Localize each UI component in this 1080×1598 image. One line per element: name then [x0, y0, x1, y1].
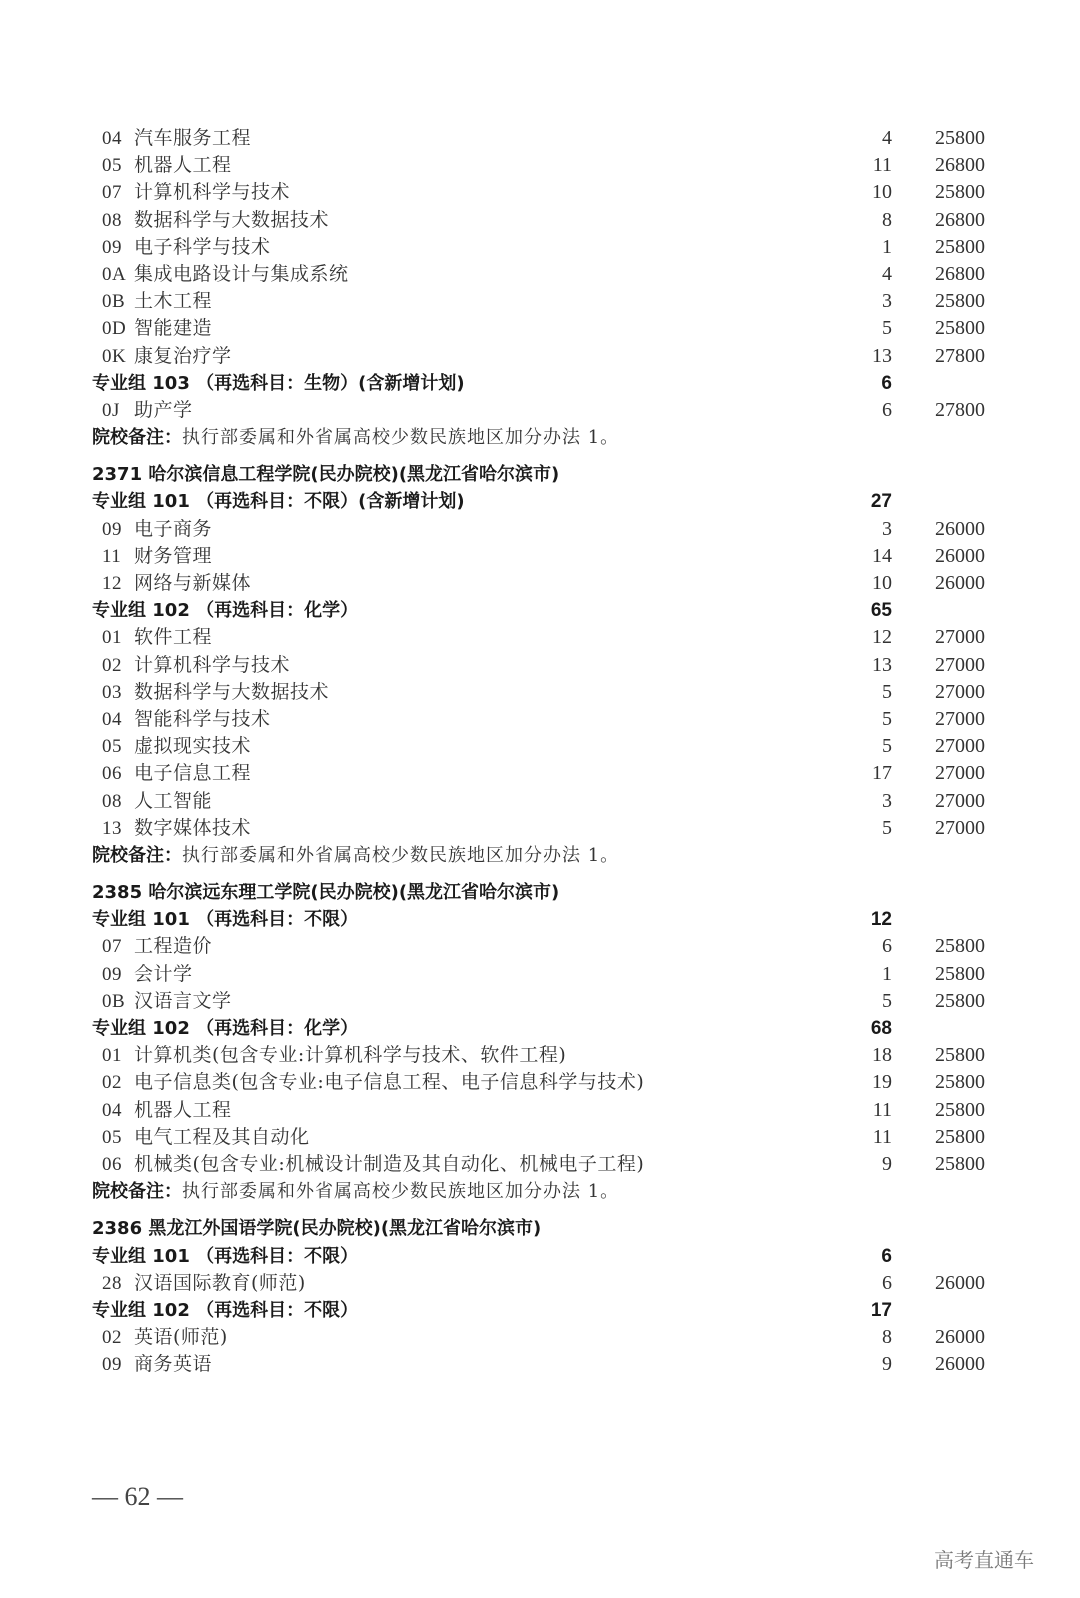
tuition-fee: 27000 — [935, 680, 985, 703]
major-row — [0, 179, 1080, 206]
major-name: 会计学 — [134, 962, 193, 985]
tuition-fee: 25800 — [935, 1071, 985, 1094]
plan-count: 5 — [882, 317, 892, 340]
major-row — [0, 234, 1080, 261]
major-row — [0, 1124, 1080, 1151]
major-name: 电气工程及其自动化 — [134, 1125, 310, 1148]
major-group-row — [0, 488, 1080, 515]
plan-count: 10 — [872, 572, 892, 594]
major-label — [102, 1351, 212, 1378]
tuition-fee: 25800 — [935, 1125, 985, 1148]
tuition-fee: 27000 — [935, 816, 985, 839]
major-code: 07 — [102, 182, 122, 204]
tuition-fee: 25800 — [935, 989, 985, 1012]
major-code: 0A — [102, 263, 127, 285]
tuition-fee: 27000 — [935, 789, 985, 812]
major-code: 11 — [102, 545, 122, 567]
major-name: 商务英语 — [134, 1353, 213, 1376]
major-label — [102, 152, 232, 179]
major-row — [0, 933, 1080, 960]
major-code: 06 — [102, 1153, 122, 1175]
plan-count: 5 — [882, 707, 892, 730]
major-row — [0, 1042, 1080, 1069]
major-row — [0, 315, 1080, 342]
tuition-fee: 27000 — [935, 735, 985, 758]
plan-count: 4 — [882, 127, 892, 149]
major-name: 数据科学与大数据技术 — [134, 208, 330, 231]
major-group-row — [0, 1243, 1080, 1270]
major-code: 08 — [102, 790, 122, 812]
tuition-fee: 26000 — [935, 1326, 985, 1349]
major-label — [102, 652, 290, 679]
major-row — [0, 706, 1080, 733]
major-name: 人工智能 — [134, 789, 213, 812]
major-name: 计算机类(包含专业:计算机科学与技术、软件工程) — [134, 1044, 567, 1067]
tuition-fee: 26000 — [935, 517, 985, 540]
major-code: 06 — [102, 763, 122, 785]
note-text: 执行部委属和外省属高校少数民族地区加分办法 1。 — [182, 1181, 620, 1203]
major-label — [102, 1069, 644, 1096]
university-header — [0, 461, 1080, 488]
major-code: 09 — [102, 518, 122, 540]
group-label: 专业组 101 （再选科目：不限） — [92, 909, 359, 931]
tuition-fee: 27000 — [935, 707, 985, 730]
major-name: 虚拟现实技术 — [134, 735, 252, 758]
major-row — [0, 1324, 1080, 1351]
major-row — [0, 624, 1080, 651]
tuition-fee: 27000 — [935, 762, 985, 785]
major-row — [0, 261, 1080, 288]
major-name: 网络与新媒体 — [134, 572, 252, 594]
major-row — [0, 961, 1080, 988]
major-row — [0, 288, 1080, 315]
major-name: 集成电路设计与集成系统 — [134, 262, 349, 285]
plan-count: 4 — [882, 262, 892, 285]
watermark-label: 高考直通车 — [934, 1548, 1034, 1572]
tuition-fee: 26800 — [935, 262, 985, 285]
plan-count: 17 — [870, 1299, 892, 1321]
university-title: 2385 哈尔滨远东理工学院(民办院校)(黑龙江省哈尔滨市) — [92, 882, 560, 904]
university-title: 2371 哈尔滨信息工程学院(民办院校)(黑龙江省哈尔滨市) — [92, 464, 560, 486]
plan-count: 3 — [882, 789, 892, 812]
major-name: 机器人工程 — [134, 154, 232, 177]
group-label: 专业组 101 （再选科目：不限）(含新增计划) — [92, 491, 465, 513]
major-code: 02 — [102, 1072, 122, 1094]
major-label — [102, 234, 271, 261]
major-code: 0B — [102, 990, 126, 1012]
major-label — [102, 815, 251, 842]
major-label — [102, 706, 271, 733]
tuition-fee: 25800 — [935, 317, 985, 340]
major-label — [102, 1042, 566, 1069]
tuition-fee: 25800 — [935, 1152, 985, 1175]
major-code: 09 — [102, 963, 122, 985]
major-name: 智能科学与技术 — [134, 707, 271, 730]
major-code: 02 — [102, 654, 122, 676]
major-code: 28 — [102, 1272, 122, 1294]
plan-count: 6 — [882, 935, 892, 958]
major-row — [0, 760, 1080, 787]
major-group-row — [0, 1015, 1080, 1042]
major-label — [102, 1124, 310, 1151]
admission-plan-page — [0, 125, 1080, 1378]
plan-count: 1 — [882, 962, 892, 985]
major-label — [102, 397, 193, 424]
tuition-fee: 25800 — [935, 962, 985, 985]
major-name: 电子信息类(包含专业:电子信息工程、电子信息科学与技术) — [134, 1071, 645, 1094]
major-row — [0, 343, 1080, 370]
major-code: 09 — [102, 1354, 122, 1376]
plan-count: 12 — [872, 626, 892, 649]
school-note — [0, 1178, 1080, 1205]
plan-count: 17 — [872, 762, 892, 785]
major-code: 03 — [102, 681, 122, 703]
major-label — [102, 288, 212, 315]
plan-count: 65 — [870, 600, 892, 622]
plan-count: 6 — [881, 372, 892, 394]
major-code: 05 — [102, 1126, 122, 1148]
plan-count: 13 — [872, 653, 892, 676]
major-name: 财务管理 — [134, 544, 213, 567]
major-row — [0, 679, 1080, 706]
group-label: 专业组 102 （再选科目：化学） — [92, 1018, 359, 1039]
tuition-fee: 25800 — [935, 235, 985, 258]
major-label — [102, 933, 212, 960]
major-name: 汽车服务工程 — [134, 127, 252, 149]
major-name: 数据科学与大数据技术 — [134, 680, 330, 703]
school-note — [0, 842, 1080, 869]
major-code: 05 — [102, 736, 122, 758]
note-label: 院校备注： — [92, 844, 182, 866]
major-label — [102, 1270, 306, 1297]
major-code: 0J — [102, 399, 120, 421]
plan-count: 12 — [870, 909, 892, 931]
major-label — [102, 624, 212, 651]
major-label — [102, 179, 290, 206]
major-row — [0, 815, 1080, 842]
major-label — [102, 125, 251, 152]
tuition-fee: 25800 — [935, 935, 985, 958]
tuition-fee: 25800 — [935, 1044, 985, 1067]
plan-count: 11 — [872, 1125, 892, 1148]
major-label — [102, 760, 251, 787]
major-label — [102, 543, 212, 570]
plan-count: 18 — [872, 1044, 892, 1067]
major-code: 0D — [102, 318, 127, 340]
major-name: 助产学 — [134, 398, 193, 421]
group-label: 专业组 102 （再选科目：化学） — [92, 600, 359, 622]
note-label: 院校备注： — [92, 427, 182, 449]
tuition-fee: 26000 — [935, 572, 985, 594]
major-label — [102, 1097, 232, 1124]
major-name: 汉语言文学 — [134, 989, 232, 1012]
major-label — [102, 679, 329, 706]
major-row — [0, 516, 1080, 543]
major-name: 机器人工程 — [134, 1098, 232, 1121]
major-code: 01 — [102, 627, 122, 649]
major-name: 土木工程 — [134, 290, 213, 313]
tuition-fee: 25800 — [935, 127, 985, 149]
group-label: 专业组 103 （再选科目：生物）(含新增计划) — [92, 372, 465, 394]
plan-count: 10 — [872, 181, 892, 204]
note-text: 执行部委属和外省属高校少数民族地区加分办法 1。 — [182, 427, 620, 449]
major-name: 汉语国际教育(师范) — [134, 1271, 306, 1294]
tuition-fee: 25800 — [935, 1098, 985, 1121]
note-content — [92, 842, 619, 869]
major-row — [0, 1069, 1080, 1096]
university-section — [0, 1215, 1080, 1378]
tuition-fee: 26000 — [935, 1271, 985, 1294]
major-row — [0, 570, 1080, 597]
tuition-fee: 26000 — [935, 1353, 985, 1376]
note-label: 院校备注： — [92, 1181, 182, 1203]
plan-count: 11 — [872, 1098, 892, 1121]
group-label: 专业组 101 （再选科目：不限） — [92, 1245, 359, 1267]
university-section — [0, 879, 1080, 1205]
major-label — [102, 570, 251, 597]
major-name: 电子信息工程 — [134, 762, 252, 785]
university-section — [0, 125, 1080, 451]
page-number: — 62 — — [92, 1482, 183, 1511]
note-content — [92, 424, 619, 451]
major-code: 13 — [102, 817, 122, 839]
group-label: 专业组 102 （再选科目：不限） — [92, 1299, 359, 1321]
note-content — [92, 1178, 619, 1205]
plan-count: 6 — [882, 398, 892, 421]
plan-count: 5 — [882, 735, 892, 758]
major-label — [102, 788, 212, 815]
major-group-row — [0, 370, 1080, 397]
major-name: 计算机科学与技术 — [134, 653, 291, 676]
major-row — [0, 1351, 1080, 1378]
plan-count: 27 — [870, 491, 892, 513]
major-label — [102, 1324, 228, 1351]
plan-count: 9 — [882, 1152, 892, 1175]
major-code: 07 — [102, 936, 122, 958]
major-name: 电子商务 — [134, 517, 213, 540]
school-note — [0, 424, 1080, 451]
major-row — [0, 125, 1080, 152]
major-row — [0, 1270, 1080, 1297]
major-code: 01 — [102, 1045, 122, 1067]
major-label — [102, 1151, 644, 1178]
tuition-fee: 25800 — [935, 181, 985, 204]
major-code: 08 — [102, 209, 122, 231]
tuition-fee: 27000 — [935, 626, 985, 649]
plan-count: 6 — [882, 1271, 892, 1294]
major-label — [102, 988, 232, 1015]
major-row — [0, 1097, 1080, 1124]
major-name: 智能建造 — [134, 317, 213, 340]
major-code: 09 — [102, 236, 122, 258]
plan-count: 11 — [872, 154, 892, 177]
plan-count: 3 — [882, 517, 892, 540]
university-title: 2386 黑龙江外国语学院(民办院校)(黑龙江省哈尔滨市) — [92, 1218, 542, 1240]
major-code: 04 — [102, 1099, 122, 1121]
plan-count: 6 — [881, 1245, 892, 1267]
major-code: 02 — [102, 1327, 122, 1349]
major-name: 机械类(包含专业:机械设计制造及其自动化、机械电子工程) — [134, 1152, 645, 1175]
plan-count: 19 — [872, 1071, 892, 1094]
plan-count: 5 — [882, 680, 892, 703]
major-row — [0, 152, 1080, 179]
university-header — [0, 1215, 1080, 1242]
major-label — [102, 207, 329, 234]
major-name: 康复治疗学 — [134, 344, 232, 367]
major-row — [0, 207, 1080, 234]
major-label — [102, 315, 212, 342]
major-row — [0, 543, 1080, 570]
major-code: 0K — [102, 345, 127, 367]
university-header — [0, 879, 1080, 906]
plan-count: 3 — [882, 290, 892, 313]
note-text: 执行部委属和外省属高校少数民族地区加分办法 1。 — [182, 844, 620, 866]
tuition-fee: 27000 — [935, 653, 985, 676]
tuition-fee: 26000 — [935, 544, 985, 567]
tuition-fee: 27800 — [935, 398, 985, 421]
major-row — [0, 788, 1080, 815]
major-label — [102, 261, 349, 288]
tuition-fee: 26800 — [935, 154, 985, 177]
major-row — [0, 397, 1080, 424]
tuition-fee: 26800 — [935, 208, 985, 231]
major-code: 0B — [102, 291, 126, 313]
major-name: 英语(师范) — [134, 1326, 228, 1349]
major-label — [102, 516, 212, 543]
plan-count: 14 — [872, 544, 892, 567]
major-row — [0, 652, 1080, 679]
tuition-fee: 25800 — [935, 290, 985, 313]
university-section — [0, 461, 1080, 869]
plan-count: 13 — [872, 344, 892, 367]
major-code: 12 — [102, 573, 122, 594]
major-code: 04 — [102, 128, 122, 149]
plan-count: 8 — [882, 208, 892, 231]
major-row — [0, 988, 1080, 1015]
plan-count: 9 — [882, 1353, 892, 1376]
major-group-row — [0, 597, 1080, 624]
major-row — [0, 1151, 1080, 1178]
major-code: 04 — [102, 708, 122, 730]
major-name: 电子科学与技术 — [134, 235, 271, 258]
tuition-fee: 27800 — [935, 344, 985, 367]
plan-count: 68 — [870, 1018, 892, 1039]
plan-count: 5 — [882, 816, 892, 839]
major-name: 软件工程 — [134, 626, 213, 649]
major-label — [102, 343, 232, 370]
major-name: 计算机科学与技术 — [134, 181, 291, 204]
major-label — [102, 961, 193, 988]
major-code: 05 — [102, 155, 122, 177]
major-name: 数字媒体技术 — [134, 816, 252, 839]
major-group-row — [0, 906, 1080, 933]
major-row — [0, 733, 1080, 760]
plan-count: 5 — [882, 989, 892, 1012]
major-name: 工程造价 — [134, 935, 213, 958]
plan-count: 8 — [882, 1326, 892, 1349]
major-label — [102, 733, 251, 760]
major-group-row — [0, 1297, 1080, 1324]
plan-count: 1 — [882, 235, 892, 258]
